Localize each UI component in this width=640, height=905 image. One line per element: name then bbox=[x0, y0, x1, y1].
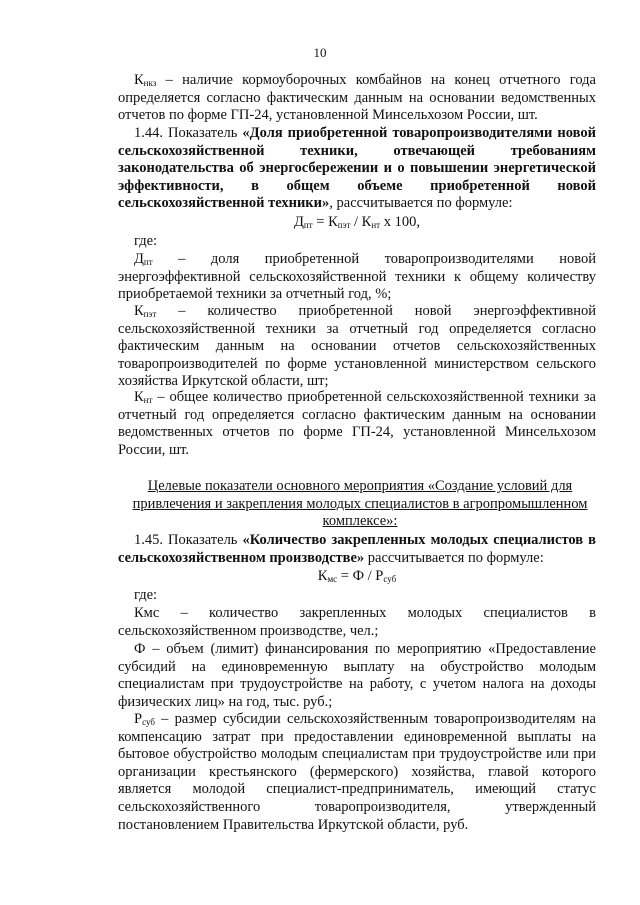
paragraph-dpt: $Д_{пт}$ – доля приобретенной товаропроизводителями новой энергоэффективной сельскохозяйственной техники к общему количеству приобретаемой техники за отчетный год, %; bbox=[118, 251, 596, 303]
indicator-title: «Доля приобретенной товаропроизводителями новой сельскохозяйственной техники, отвечающей требованиям законодательства об энергосбережении и о повышении энергетической эффективности, в общем объеме приобретенной новой сельскохозяйственной техники» bbox=[118, 125, 596, 212]
paragraph-psub: $Р_{суб}$ – размер субсидии сельскохозяйственным товаропроизводителям на компенсацию затрат при предоставлении единовременной выплаты на бытовое обустройство молодым специалистам при трудоустройстве или при организации крестьянского (фермерского) хозяйства, главой которого является молодой специалист-предприниматель, имеющий статус сельскохозяйственного товаропроизводителя, утвержденный постановлением Правительства Иркутской области, руб. bbox=[118, 711, 596, 833]
where-label-2: где: bbox=[134, 587, 158, 603]
paragraph-text: – наличие кормоуборочных комбайнов на конец отчетного года определяется согласно фактическим данным на основании ведомственных отчетов по форме ГП-24, установленной Минсельхозом России, шт. bbox=[118, 72, 596, 124]
paragraph-knkz bbox=[118, 72, 596, 125]
indicator-suffix: , рассчитывается по формуле: bbox=[329, 195, 513, 212]
indicator-title: «Количество закрепленных молодых специалистов в сельскохозяйственном производстве» bbox=[118, 532, 596, 566]
paragraph-knt: $К_{нт}$ – общее количество приобретенной сельскохозяйственной техники за отчетный год определяется согласно фактическим данным на основании ведомственных отчетов по форме ГП-24, установленной Минсельхозом России, шт. bbox=[118, 389, 596, 458]
where-label: где: bbox=[134, 233, 158, 249]
paragraph-indicator-1-45 bbox=[118, 532, 596, 567]
page-number: 10 bbox=[313, 45, 327, 60]
symbol-subscript: нкз bbox=[143, 78, 157, 88]
formula-kms: $К_{мс} = Ф / Р_{суб}$ bbox=[317, 568, 397, 584]
indicator-prefix: 1.44. Показатель bbox=[134, 125, 243, 141]
symbol: К bbox=[134, 72, 144, 88]
paragraph-indicator-1-44 bbox=[118, 125, 596, 213]
formula-dpt: $Д_{пт} = К_{пэт} / К_{нт}$ х 100, bbox=[294, 214, 420, 230]
paragraph-kpet: $К_{пэт}$ – количество приобретенной новой энергоэффективной сельскохозяйственной техники за отчетный год определяется согласно фактическим данным на основании отчетов сельскохозяйственных товаропроизводителей по форме установленной министерством сельского хозяйства Иркутской области, шт; bbox=[118, 303, 596, 390]
indicator-suffix: рассчитывается по формуле: bbox=[364, 549, 544, 566]
indicator-prefix: 1.45. Показатель bbox=[134, 532, 243, 548]
paragraph-kms: Кмс – количество закрепленных молодых специалистов в сельскохозяйственном производстве, чел.; bbox=[118, 605, 596, 639]
section-heading: Целевые показатели основного мероприятия «Создание условий для привлечения и закрепления молодых специалистов в агропромышленном комплексе»: bbox=[132, 478, 588, 530]
paragraph-f: Ф – объем (лимит) финансирования по мероприятию «Предоставление субсидий на единовременную выплату на обустройство молодым специалистам при трудоустройстве на работу, с учетом налога на доходы физических лиц» на год, тыс. руб.; bbox=[118, 641, 596, 710]
